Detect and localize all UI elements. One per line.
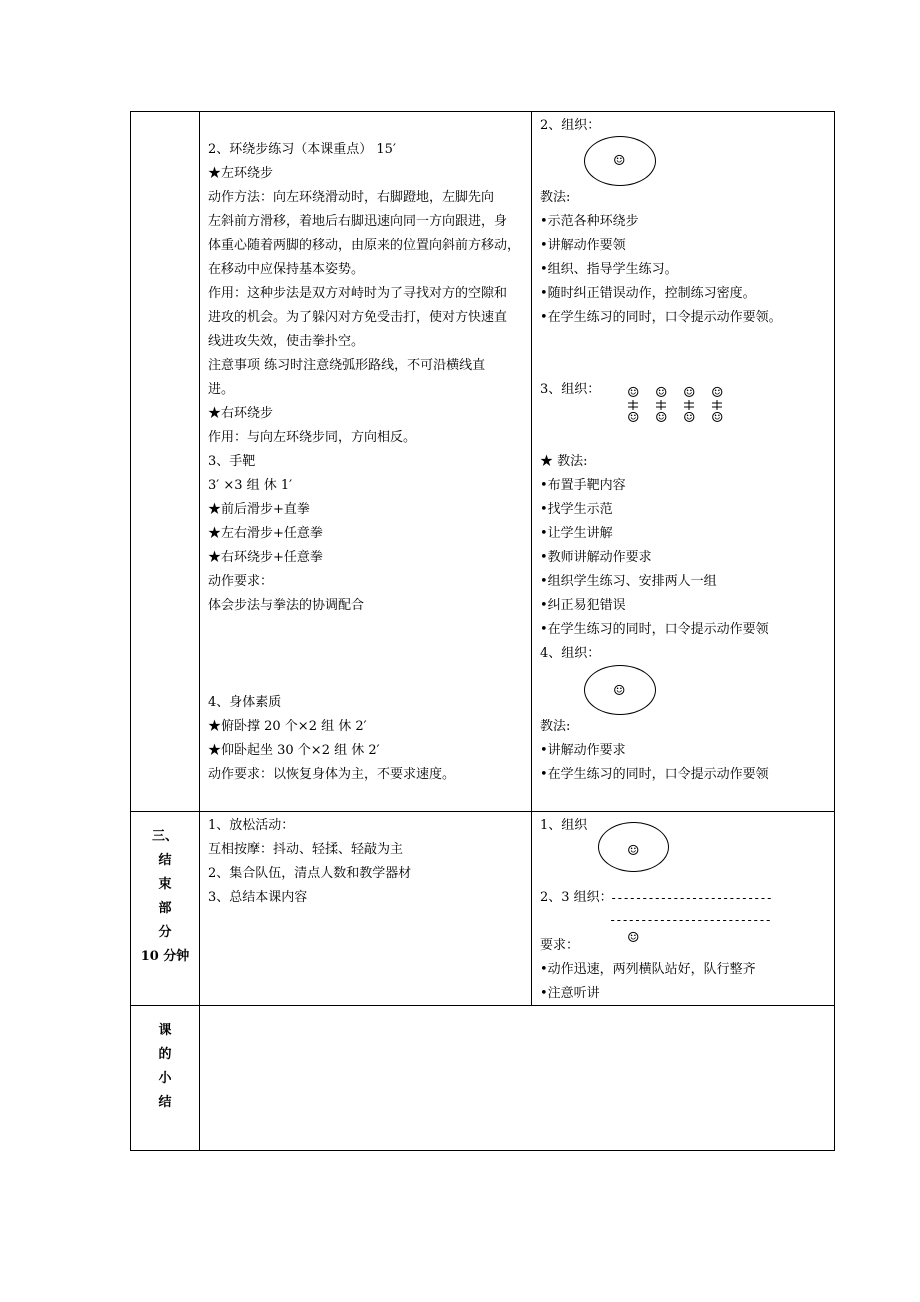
requirement-item: •动作迅速，两列横队站好，队行整齐 xyxy=(540,962,756,977)
content-line: 体会步法与拳法的协调配合 xyxy=(208,598,365,613)
requirement-item: •注意听讲 xyxy=(540,986,600,1001)
section-label: 三、 xyxy=(151,829,178,844)
method-item: •布置手靶内容 xyxy=(540,478,626,493)
table-top-border xyxy=(130,111,835,112)
content-line: 动作要求：以恢复身体为主，不要求速度。 xyxy=(208,767,456,782)
method-item: •组织学生练习、安排两人一组 xyxy=(540,574,717,589)
section-label: 结 xyxy=(158,853,172,868)
method-item: •示范各种环绕步 xyxy=(540,214,639,229)
student-smiley-icon: ☺ xyxy=(683,410,696,426)
content-line: ★左环绕步 xyxy=(208,166,274,181)
method-item: •找学生示范 xyxy=(540,502,613,517)
content-line: 3、总结本课内容 xyxy=(208,890,308,905)
section-duration: 10 分钟 xyxy=(140,949,190,964)
section-label: 分 xyxy=(158,925,172,940)
method-heading: ★ 教法: xyxy=(540,454,588,469)
teacher-smiley-icon: ☺ xyxy=(627,930,640,946)
line-formation-row-2: -------------------------- xyxy=(609,913,771,927)
content-line: 3′ ×3 组 休 1′ xyxy=(208,478,293,493)
table-left-border xyxy=(130,111,131,1151)
method-item: •在学生练习的同时，口令提示动作要领。 xyxy=(540,310,782,325)
organization-heading: 2、3 组织： xyxy=(540,890,613,905)
student-smiley-icon: ☺ xyxy=(655,410,668,426)
student-smiley-icon: ☺ xyxy=(627,410,640,426)
content-line: ★右环绕步+任意拳 xyxy=(208,550,323,565)
method-column-divider xyxy=(531,111,532,1006)
content-line: ★前后滑步+直拳 xyxy=(208,502,310,517)
method-item: •在学生练习的同时，口令提示动作要领 xyxy=(540,622,769,637)
content-line: 2、环绕步练习（本课重点） 15′ xyxy=(208,142,396,157)
line-formation-row-1: -------------------------- xyxy=(610,891,772,905)
content-line: 体重心随着两脚的移动，由原来的位置向斜前方移动， xyxy=(208,238,521,253)
organization-heading: 2、组织： xyxy=(540,118,601,133)
student-smiley-icon: ☺ xyxy=(655,385,668,401)
method-heading: 教法: xyxy=(540,719,571,734)
pad-target-marks xyxy=(622,398,732,412)
section-label: 束 xyxy=(158,877,172,892)
content-line: 线进攻失效，使击拳扑空。 xyxy=(208,334,365,349)
student-smiley-icon: ☺ xyxy=(711,410,724,426)
content-line: 动作方法：向左环绕滑动时，右脚蹬地，左脚先向 xyxy=(208,190,495,205)
student-smiley-icon: ☺ xyxy=(627,385,640,401)
method-item: •随时纠正错误动作，控制练习密度。 xyxy=(540,286,756,301)
method-item: •讲解动作要求 xyxy=(540,743,626,758)
content-line: 左斜前方滑移，着地后右脚迅速向同一方向跟进，身 xyxy=(208,214,508,229)
student-smiley-icon: ☺ xyxy=(711,385,724,401)
content-line: 注意事项 练习时注意绕弧形路线，不可沿横线直 xyxy=(208,358,486,373)
table-right-border xyxy=(834,111,835,1151)
label-column-divider xyxy=(199,111,200,1151)
content-line: 1、放松活动： xyxy=(208,818,295,833)
content-line: 作用：这种步法是双方对峙时为了寻找对方的空隙和 xyxy=(208,286,508,301)
content-line: ★俯卧撑 20 个×2 组 休 2′ xyxy=(208,719,367,734)
teacher-smiley-icon: ☺ xyxy=(627,843,640,859)
method-item: •纠正易犯错误 xyxy=(540,598,626,613)
content-line: 作用：与向左环绕步同，方向相反。 xyxy=(208,430,417,445)
method-item: •教师讲解动作要求 xyxy=(540,550,652,565)
content-line: 互相按摩：抖动、轻揉、轻敲为主 xyxy=(208,842,404,857)
content-line: 3、手靶 xyxy=(208,454,256,469)
table-bottom-border xyxy=(130,1150,835,1151)
summary-label: 课 xyxy=(158,1023,172,1038)
content-line: 4、身体素质 xyxy=(208,695,282,710)
summary-label: 小 xyxy=(158,1071,172,1086)
method-item: •组织、指导学生练习。 xyxy=(540,262,678,277)
method-heading: 教法: xyxy=(540,190,571,205)
teacher-smiley-icon: ☺ xyxy=(613,683,626,699)
content-line: 进攻的机会。为了躲闪对方免受击打，使对方快速直 xyxy=(208,310,508,325)
content-line: 2、集合队伍，清点人数和教学器材 xyxy=(208,866,412,881)
teacher-smiley-icon: ☺ xyxy=(613,153,626,169)
student-smiley-icon: ☺ xyxy=(683,385,696,401)
method-item: •让学生讲解 xyxy=(540,526,613,541)
section-label: 部 xyxy=(158,901,172,916)
summary-label: 结 xyxy=(158,1095,172,1110)
organization-heading: 1、组织 xyxy=(540,818,588,833)
method-item: •在学生练习的同时，口令提示动作要领 xyxy=(540,767,769,782)
content-line: 在移动中应保持基本姿势。 xyxy=(208,262,365,277)
organization-heading: 4、组织： xyxy=(540,646,601,661)
content-line: 进。 xyxy=(208,382,235,397)
method-item: •讲解动作要领 xyxy=(540,238,626,253)
content-line: ★左右滑步+任意拳 xyxy=(208,526,323,541)
summary-label: 的 xyxy=(158,1047,172,1062)
content-line: ★仰卧起坐 30 个×2 组 休 2′ xyxy=(208,743,380,758)
row-divider-1 xyxy=(130,811,835,812)
row-divider-2 xyxy=(130,1005,835,1006)
content-line: ★右环绕步 xyxy=(208,406,274,421)
organization-heading: 3、组织： xyxy=(540,382,601,397)
content-line: 动作要求： xyxy=(208,574,274,589)
requirements-heading: 要求： xyxy=(540,938,580,953)
